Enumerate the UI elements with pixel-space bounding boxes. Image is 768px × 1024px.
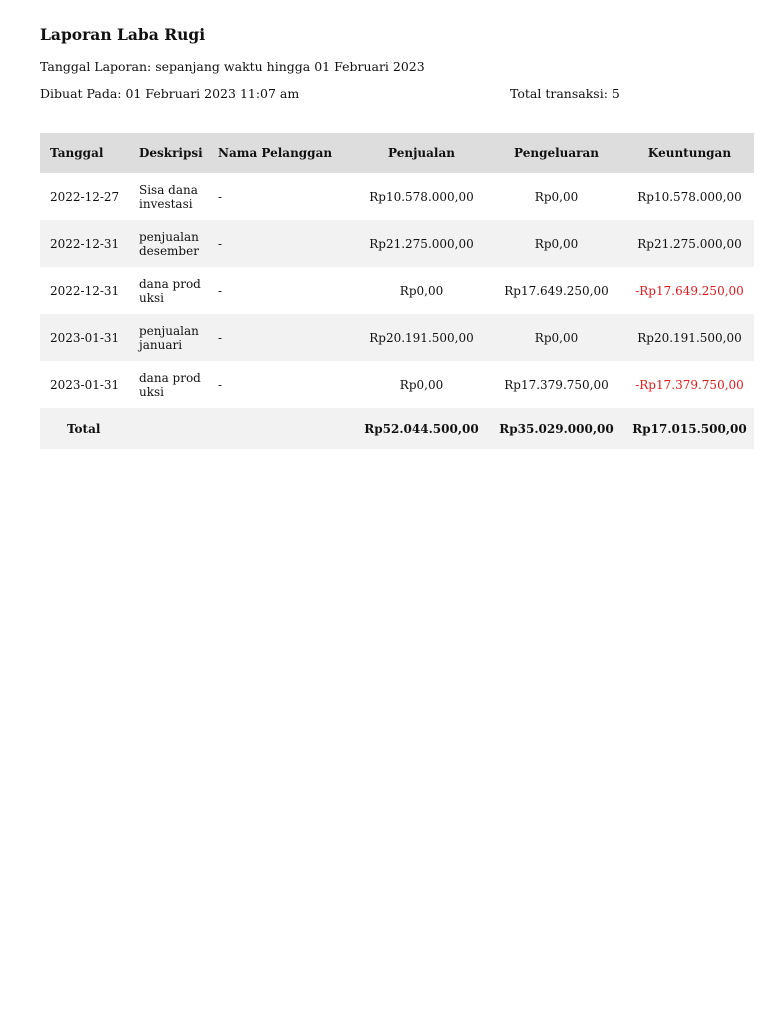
- description-line: dana prod: [139, 276, 201, 291]
- total-transactions: Total transaksi: 5: [510, 86, 620, 101]
- table-header-row: [40, 133, 754, 173]
- cell-profit-negative: -Rp17.379.750,00: [635, 377, 744, 392]
- totals-label: Total: [40, 408, 139, 449]
- table-row: [40, 267, 754, 314]
- cell-profit: Rp10.578.000,00: [637, 189, 742, 204]
- cell-description: [139, 314, 214, 361]
- description-line: desember: [139, 243, 199, 258]
- cell-description: [139, 220, 214, 267]
- header-date: Tanggal: [40, 133, 139, 173]
- header-profit: Keuntungan: [625, 133, 754, 173]
- header-customer: Nama Pelanggan: [214, 133, 355, 173]
- cell-profit: Rp21.275.000,00: [625, 220, 754, 267]
- header-sales: Penjualan: [355, 133, 488, 173]
- table-row: [40, 173, 754, 220]
- cell-date: 2023-01-31: [40, 314, 139, 361]
- table-row: [40, 361, 754, 408]
- cell-date: 2022-12-27: [50, 189, 120, 204]
- cell-date: 2022-12-31: [40, 220, 139, 267]
- description-line: dana prod: [139, 370, 201, 385]
- totals-sales: Rp52.044.500,00: [355, 408, 488, 449]
- header-expenses: Pengeluaran: [488, 133, 625, 173]
- cell-expenses: Rp17.649.250,00: [504, 283, 609, 298]
- table-row: [40, 220, 754, 267]
- cell-expenses: Rp17.379.750,00: [504, 377, 609, 392]
- description-line: uksi: [139, 384, 164, 399]
- report-date-range: Tanggal Laporan: sepanjang waktu hingga 01 Februari 2023: [40, 59, 425, 74]
- cell-sales: Rp0,00: [399, 283, 444, 298]
- cell-expenses: Rp0,00: [488, 220, 625, 267]
- profit-loss-table: [40, 133, 754, 449]
- cell-sales: Rp10.578.000,00: [369, 189, 474, 204]
- table-row: [40, 314, 754, 361]
- description-line: januari: [139, 337, 183, 352]
- cell-customer: -: [214, 314, 355, 361]
- cell-customer: -: [214, 220, 355, 267]
- cell-date: 2022-12-31: [50, 283, 120, 298]
- totals-empty-cell: [139, 408, 214, 449]
- cell-customer: -: [218, 283, 223, 298]
- totals-expenses: Rp35.029.000,00: [488, 408, 625, 449]
- description-line: Sisa dana: [139, 182, 198, 197]
- header-description: Deskripsi: [139, 133, 214, 173]
- report-title: Laporan Laba Rugi: [40, 25, 206, 44]
- cell-expenses: Rp0,00: [488, 314, 625, 361]
- description-line: investasi: [139, 196, 193, 211]
- cell-profit: Rp20.191.500,00: [625, 314, 754, 361]
- description-line: uksi: [139, 290, 164, 305]
- totals-empty-cell: [214, 408, 355, 449]
- totals-profit: Rp17.015.500,00: [625, 408, 754, 449]
- cell-profit-negative: -Rp17.649.250,00: [635, 283, 744, 298]
- cell-sales: Rp21.275.000,00: [355, 220, 488, 267]
- cell-date: 2023-01-31: [50, 377, 120, 392]
- cell-customer: -: [218, 189, 223, 204]
- totals-row: [40, 408, 754, 449]
- cell-description: [139, 267, 214, 314]
- report-created-at: Dibuat Pada: 01 Februari 2023 11:07 am: [40, 86, 300, 101]
- cell-sales: Rp20.191.500,00: [355, 314, 488, 361]
- cell-customer: -: [218, 377, 223, 392]
- cell-description: [139, 361, 214, 408]
- cell-sales: Rp0,00: [399, 377, 444, 392]
- description-line: penjualan: [139, 229, 199, 244]
- description-line: penjualan: [139, 323, 199, 338]
- cell-description: [139, 173, 214, 220]
- cell-expenses: Rp0,00: [534, 189, 579, 204]
